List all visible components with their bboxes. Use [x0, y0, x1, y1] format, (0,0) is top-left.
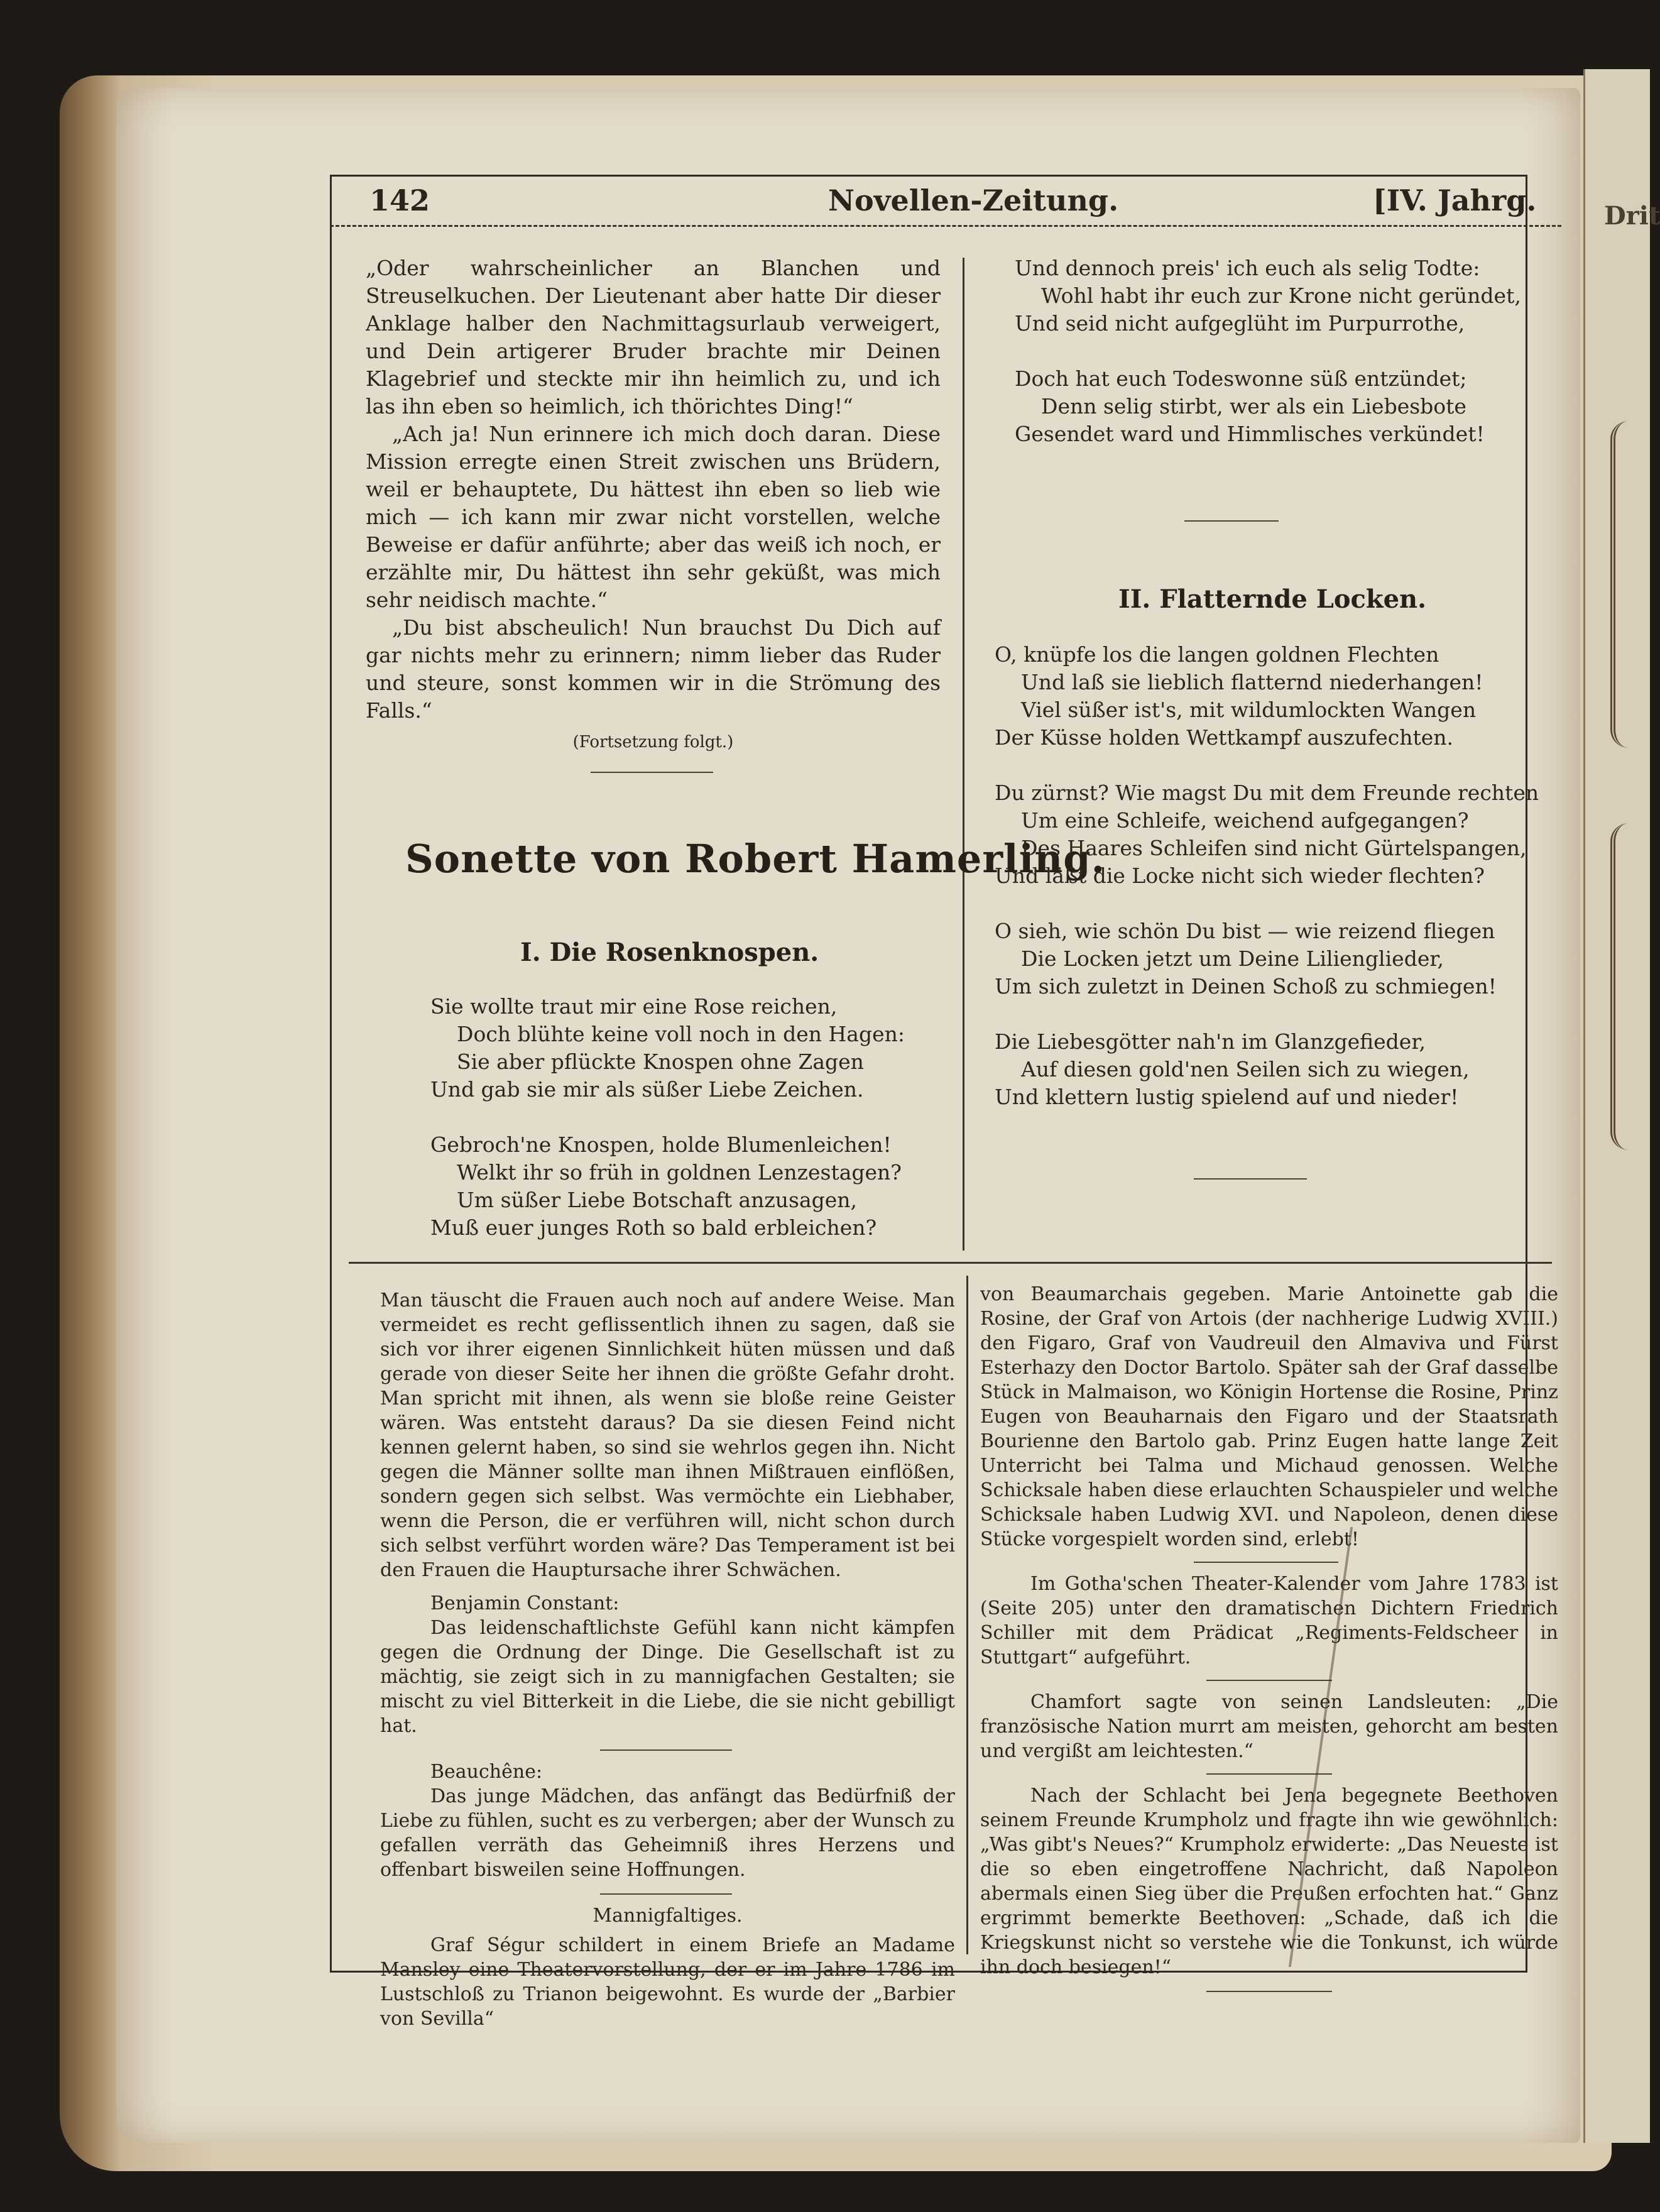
- verse-line: Doch hat euch Todeswonne süß entzündet;: [1015, 366, 1467, 391]
- story-paragraph: „Oder wahrscheinlicher an Blanchen und Streuselkuchen. Der Lieutenant aber hatte Dir dieser Anklage halber den Nachmittagsurlaub verweigert, und Dein artigerer Bruder brachte mir Deinen Klagebrief und steckte mir ihn heimlich zu, und ich las ihn eben so heimlich, ich thörichtes Ding!“: [366, 256, 941, 419]
- misc-paragraph: Nach der Schlacht bei Jena begegnete Beethoven seinem Freunde Krumpholz und fragte ihn wie gewöhnlich: „Was gibt's Neues?“ Krumpholz erwiderte: „Das Neueste ist die so eben eingetroffene Nachricht, daß Napoleon abermals einen Sieg über die Preußen erfochten hat.“ Ganz ergrimmt bemerkte Beethoven: „Schade, daß ich die Kriegskunst nicht so verstehe wie die Tonkunst, ich würde ihn doch besiegen!“: [980, 1785, 1558, 1978]
- quote-text: Das junge Mädchen, das anfängt das Bedürfniß der Liebe zu fühlen, sucht es zu verbergen; aber der Wunsch zu gefallen verräth das Geheimniß ihres Herzens und offenbart bisweilen seine Hoffnungen.: [380, 1785, 955, 1881]
- misc-paragraph: Im Gotha'schen Theater-Kalender vom Jahre 1783 ist (Seite 205) unter den dramatischen Dichtern Friedrich Schiller mit dem Prädicat „Regiments-Feldscheer in Stuttgart“ aufgeführt.: [980, 1573, 1558, 1668]
- verse-line: Die Liebesgötter nah'n im Glanzgefieder,: [995, 1029, 1426, 1054]
- divider: [600, 1893, 732, 1895]
- quote-author: Beauchêne:: [430, 1761, 543, 1783]
- misc-paragraph: Chamfort sagte von seinen Landsleuten: „Die französische Nation murrt am meisten, gehorcht am besten und vergißt am leichtesten.“: [980, 1691, 1558, 1762]
- ornament: [1610, 823, 1647, 1150]
- story-paragraph: „Ach ja! Nun erinnere ich mich doch daran. Diese Mission erregte einen Streit zwischen uns Brüdern, weil er behauptete, Du hättest ihn eben so lieb wie mich — ich kann mir zwar nicht vorstellen, welche Beweise er dafür anführte; aber das weiß ich noch, er erzählte mir, Du hättest ihn sehr geküßt, was mich sehr neidisch machte.“: [366, 422, 941, 612]
- misc-heading: Mannigfaltiges.: [592, 1905, 743, 1927]
- divider: [591, 772, 713, 773]
- verse-line: Muß euer junges Roth so bald erbleichen?: [430, 1215, 877, 1240]
- divider: [1194, 1178, 1307, 1180]
- verse-line: O, knüpfe los die langen goldnen Flechten: [995, 642, 1439, 667]
- verse-line: Denn selig stirbt, wer als ein Liebesbote: [1041, 394, 1466, 419]
- verse-line: Um sich zuletzt in Deinen Schoß zu schmiegen!: [995, 974, 1497, 999]
- ornament: [1610, 421, 1647, 748]
- sonnet-one-heading: I. Die Rosenknospen.: [520, 938, 819, 967]
- verse-line: Gesendet ward und Himmlisches verkündet!: [1015, 422, 1485, 446]
- quote-author: Benjamin Constant:: [430, 1592, 620, 1614]
- verse-line: Du zürnst? Wie magst Du mit dem Freunde rechten: [995, 780, 1539, 805]
- sonnet-two-heading: II. Flatternde Locken.: [1118, 584, 1427, 614]
- verse-line: Gebroch'ne Knospen, holde Blumenleichen!: [430, 1132, 892, 1157]
- sonnet-two: [995, 641, 1548, 1139]
- sonnet-one-continued: [1015, 255, 1530, 476]
- column-rule: [963, 258, 964, 1251]
- verse-line: Die Locken jetzt um Deine Lilienglieder,: [1021, 946, 1444, 971]
- verse-line: O sieh, wie schön Du bist — wie reizend fliegen: [995, 919, 1495, 943]
- essay-paragraph: Man täuscht die Frauen auch noch auf andere Weise. Man vermeidet es recht geflissentlich ihnen zu sagen, daß sie sich vor ihrer eigenen Sinnlichkeit hüten müssen und daß gerade von dieser Seite her ihnen die größte Gefahr droht. Man spricht mit ihnen, als wenn sie bloße reine Geister wären. Was entsteht daraus? Da sie diesen Feind nicht kennen gelernt haben, so sind sie wehrlos gegen ihn. Nicht gegen die Männer sollte man ihnen Mißtrauen einflößen, sondern gegen sich selbst. Was vermöchte ein Liebhaber, wenn die Person, die er verführen will, nicht schon durch sich selbst verführt worden wäre? Das Temperament ist bei den Frauen die Hauptursache ihrer Schwächen.: [380, 1289, 955, 1581]
- verse-line: Doch blühte keine voll noch in den Hagen:: [457, 1022, 905, 1046]
- verse-line: Und klettern lustig spielend auf und nieder!: [995, 1085, 1459, 1109]
- continuation-note: (Fortsetzung folgt.): [572, 733, 734, 752]
- divider: [1194, 1562, 1338, 1563]
- verse-line: Und seid nicht aufgeglüht im Purpurrothe,: [1015, 311, 1465, 336]
- verse-line: Auf diesen gold'nen Seilen sich zu wiegen,: [1021, 1057, 1470, 1081]
- verse-line: Sie wollte traut mir eine Rose reichen,: [430, 994, 838, 1019]
- verse-line: Um eine Schleife, weichend aufgegangen?: [1021, 808, 1469, 833]
- misc-paragraph: Graf Ségur schildert in einem Briefe an Madame Mansley eine Theatervorstellung, der er im Jahre 1786 im Lustschloß zu Trianon beigewohnt. Es wurde der „Barbier von Sevilla“: [380, 1934, 955, 2030]
- divider: [1206, 1991, 1332, 1992]
- bottom-right-column: [980, 1282, 1558, 1992]
- verse-line: Wohl habt ihr euch zur Krone nicht geründet,: [1041, 283, 1521, 308]
- bottom-left-column: [380, 1288, 955, 2031]
- divider: [1206, 1680, 1332, 1681]
- journal-title: Novellen-Zeitung.: [828, 183, 1119, 217]
- column-rule: [966, 1276, 968, 1954]
- quote-text: Das leidenschaftlichste Gefühl kann nicht kämpfen gegen die Ordnung der Dinge. Die Gesellschaft ist zu mächtig, sie zeigt sich in zu mannigfachen Gestalten; sie mischt zu viel Bitterkeit in die Liebe, die sie nicht gebilligt hat.: [380, 1617, 955, 1737]
- page-number: 142: [369, 183, 430, 217]
- verse-line: Des Haares Schleifen sind nicht Gürtelspangen,: [1021, 836, 1527, 860]
- verse-line: Welkt ihr so früh in goldnen Lenzestagen?: [457, 1160, 902, 1185]
- verse-line: Und gab sie mir als süßer Liebe Zeichen.: [430, 1077, 864, 1102]
- verse-line: Und dennoch preis' ich euch als selig Todte:: [1015, 256, 1480, 280]
- story-column: [366, 255, 941, 756]
- verse-line: Um süßer Liebe Botschaft anzusagen,: [457, 1188, 858, 1212]
- divider: [1206, 1773, 1332, 1775]
- next-page-fragment: Drit: [1604, 201, 1660, 231]
- volume-label: [IV. Jahrg.: [1373, 183, 1537, 217]
- next-page-edge: [1583, 69, 1660, 2143]
- verse-line: Viel süßer ist's, mit wildumlockten Wangen: [1021, 698, 1477, 722]
- verse-line: Und läßt die Locke nicht sich wieder flechten?: [995, 863, 1485, 888]
- misc-paragraph: von Beaumarchais gegeben. Marie Antoinette gab die Rosine, der Graf von Artois (der nachherige Ludwig XVIII.) den Figaro, Graf von Vaudreuil den Almaviva und Fürst Esterhazy den Doctor Bartolo. Später sah der Graf dasselbe Stück in Malmaison, wo Königin Hortense die Rosine, Prinz Eugen von Beauharnais den Figaro und der Staatsrath Bourienne den Bartolo gab. Prinz Eugen hatte lange Zeit Unterricht bei Talma und Michaud genossen. Welche Schicksale haben diese erlauchten Schauspieler und welche Schicksale haben Ludwig XVI. und Napoleon, denen diese Stücke vorgespielt worden sind, erlebt!: [980, 1283, 1558, 1550]
- story-paragraph: „Du bist abscheulich! Nun brauchst Du Dich auf gar nichts mehr zu erinnern; nimm lieber das Ruder und steure, sonst kommen wir in die Strömung des Falls.“: [366, 615, 941, 723]
- verse-line: Der Küsse holden Wettkampf auszufechten.: [995, 725, 1453, 750]
- divider: [600, 1749, 732, 1751]
- sonnet-one: [430, 993, 933, 1269]
- sonnet-title: Sonette von Robert Hamerling.: [405, 836, 1106, 882]
- verse-line: Und laß sie lieblich flatternd niederhangen!: [1021, 670, 1483, 694]
- verse-line: Sie aber pflückte Knospen ohne Zagen: [457, 1049, 864, 1074]
- divider: [1184, 520, 1279, 522]
